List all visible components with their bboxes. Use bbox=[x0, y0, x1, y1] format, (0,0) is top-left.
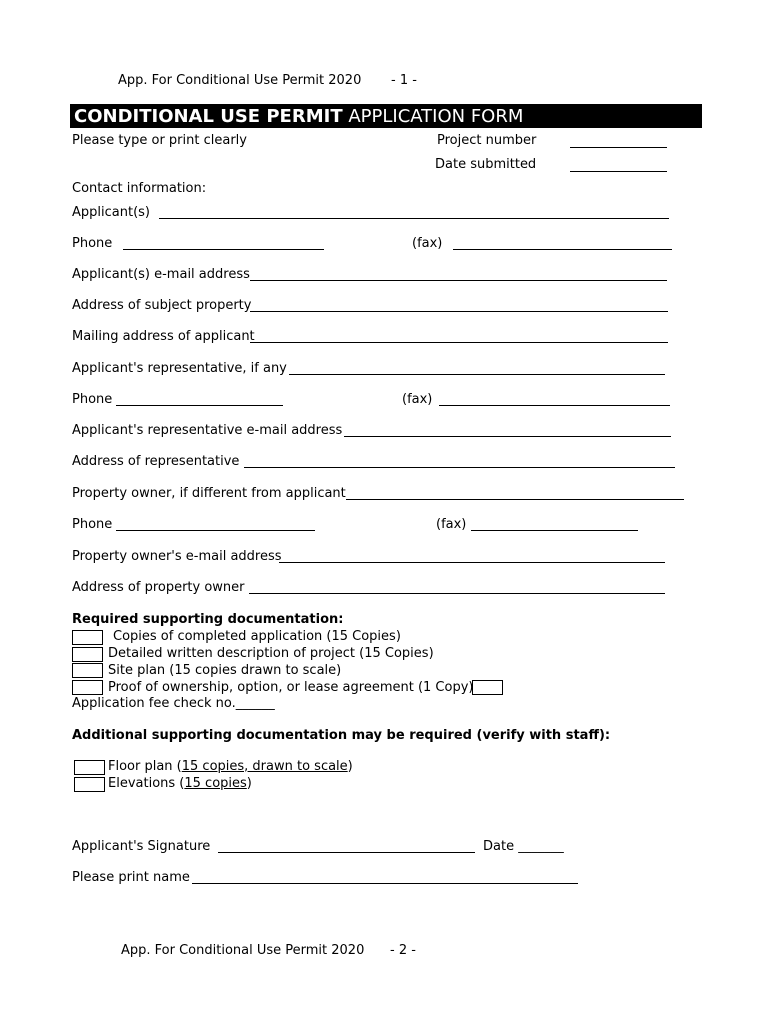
date-submitted-field[interactable] bbox=[570, 171, 667, 172]
applicants-field[interactable] bbox=[159, 218, 669, 219]
page-header-title: App. For Conditional Use Permit 2020 bbox=[118, 73, 362, 88]
page-footer-title: App. For Conditional Use Permit 2020 bbox=[121, 943, 365, 958]
additional-docs-heading: Additional supporting documentation may be required (verify with staff): bbox=[72, 728, 611, 743]
floor-plan-underlined: 15 copies, drawn to scale bbox=[181, 759, 348, 774]
checkbox-elevations[interactable] bbox=[74, 777, 105, 792]
applicants-label: Applicant(s) bbox=[72, 205, 150, 220]
phone-label-3: Phone bbox=[72, 517, 113, 532]
fee-check-label: Application fee check no.______ bbox=[72, 696, 275, 711]
phone-field-3[interactable] bbox=[116, 530, 315, 531]
form-title-normal: APPLICATION FORM bbox=[342, 106, 524, 127]
signature-field[interactable] bbox=[218, 852, 475, 853]
required-docs-heading: Required supporting documentation: bbox=[72, 612, 344, 627]
print-name-label: Please print name bbox=[72, 870, 190, 885]
print-name-field[interactable] bbox=[192, 883, 578, 884]
project-number-label: Project number bbox=[437, 133, 537, 148]
required-doc-item: Site plan (15 copies drawn to scale) bbox=[108, 663, 342, 678]
checkbox-fee-check[interactable] bbox=[472, 680, 503, 695]
date-submitted-label: Date submitted bbox=[435, 157, 537, 172]
phone-label-1: Phone bbox=[72, 236, 113, 251]
checkbox-floor-plan[interactable] bbox=[74, 760, 105, 775]
phone-field-2[interactable] bbox=[116, 405, 283, 406]
representative-field[interactable] bbox=[289, 374, 665, 375]
required-doc-item: Proof of ownership, option, or lease agreement (1 Copy) bbox=[108, 680, 474, 695]
owner-label: Property owner, if different from applicant bbox=[72, 486, 346, 501]
applicant-email-label: Applicant(s) e-mail address bbox=[72, 267, 250, 282]
checkbox-copies-application[interactable] bbox=[72, 630, 103, 645]
floor-plan-item bbox=[108, 759, 353, 774]
contact-heading: Contact information: bbox=[72, 181, 207, 196]
fax-label-2: (fax) bbox=[402, 392, 433, 407]
owner-email-label: Property owner's e-mail address bbox=[72, 549, 282, 564]
instructions-text: Please type or print clearly bbox=[72, 133, 247, 148]
page-header-number: - 1 - bbox=[391, 73, 417, 88]
phone-field-1[interactable] bbox=[123, 249, 324, 250]
mailing-address-field[interactable] bbox=[250, 342, 668, 343]
subject-property-field[interactable] bbox=[250, 311, 668, 312]
rep-email-label: Applicant's representative e-mail address bbox=[72, 423, 343, 438]
elevations-prefix: Elevations ( bbox=[108, 776, 185, 791]
fax-field-1[interactable] bbox=[453, 249, 672, 250]
checkbox-written-description[interactable] bbox=[72, 647, 103, 662]
elevations-underlined: 15 copies bbox=[184, 776, 247, 791]
project-number-field[interactable] bbox=[570, 147, 667, 148]
owner-address-label: Address of property owner bbox=[72, 580, 245, 595]
checkbox-proof-ownership[interactable] bbox=[72, 680, 103, 695]
rep-address-field[interactable] bbox=[244, 467, 675, 468]
fax-field-3[interactable] bbox=[471, 530, 638, 531]
required-doc-item: Copies of completed application (15 Copies) bbox=[113, 629, 401, 644]
mailing-address-label: Mailing address of applicant bbox=[72, 329, 255, 344]
rep-address-label: Address of representative bbox=[72, 454, 240, 469]
elevations-suffix: ) bbox=[246, 776, 252, 791]
signature-label: Applicant's Signature bbox=[72, 839, 211, 854]
owner-address-field[interactable] bbox=[249, 593, 665, 594]
representative-label: Applicant's representative, if any bbox=[72, 361, 287, 376]
page-footer-number: - 2 - bbox=[390, 943, 416, 958]
subject-property-label: Address of subject property bbox=[72, 298, 252, 313]
signature-date-label: Date _______ bbox=[483, 839, 564, 854]
applicant-email-field[interactable] bbox=[250, 280, 667, 281]
rep-email-field[interactable] bbox=[344, 436, 671, 437]
owner-field[interactable] bbox=[346, 499, 684, 500]
elevations-item bbox=[108, 776, 252, 791]
checkbox-site-plan[interactable] bbox=[72, 663, 103, 678]
required-doc-item: Detailed written description of project (15 Copies) bbox=[108, 646, 434, 661]
fax-field-2[interactable] bbox=[439, 405, 670, 406]
floor-plan-suffix: ) bbox=[347, 759, 353, 774]
floor-plan-prefix: Floor plan ( bbox=[108, 759, 182, 774]
fax-label-3: (fax) bbox=[436, 517, 467, 532]
phone-label-2: Phone bbox=[72, 392, 113, 407]
fax-label-1: (fax) bbox=[412, 236, 443, 251]
form-title-bar bbox=[70, 104, 702, 128]
owner-email-field[interactable] bbox=[279, 562, 665, 563]
form-title-bold: CONDITIONAL USE PERMIT bbox=[74, 106, 343, 127]
